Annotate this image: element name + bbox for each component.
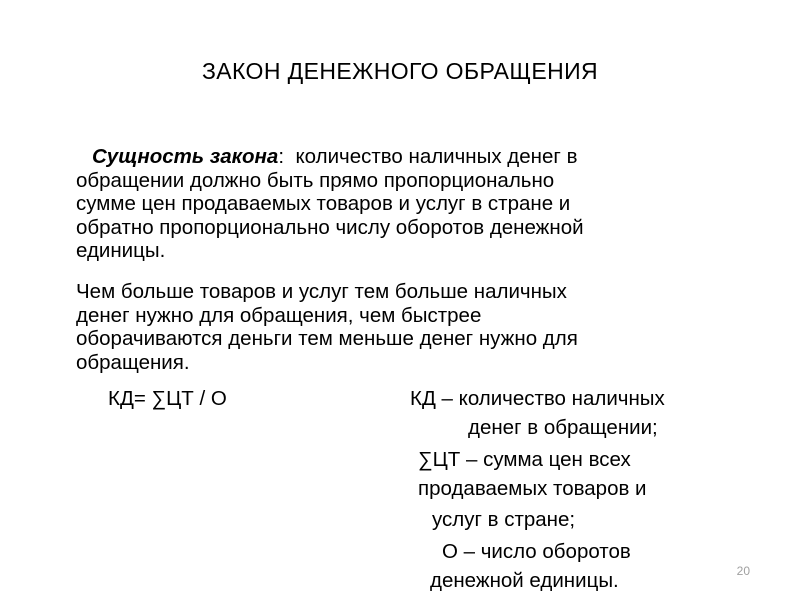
slide-title: ЗАКОН ДЕНЕЖНОГО ОБРАЩЕНИЯ xyxy=(201,58,599,84)
lead-colon: : xyxy=(278,145,285,168)
paragraph-line: Чем больше товаров и услуг тем больше наличных xyxy=(76,280,567,303)
paragraph-line: сумме цен продаваемых товаров и услуг в стране и xyxy=(76,192,571,215)
legend-line: услуг в стране; xyxy=(432,508,576,531)
legend-line: ∑ЦТ – сумма цен всех xyxy=(418,448,631,471)
paragraph-line: обращения. xyxy=(76,350,190,374)
paragraph-law-essence xyxy=(76,145,584,263)
paragraph-line: денег нужно для обращения, чем быстрее xyxy=(76,303,482,327)
paragraph-explanation xyxy=(76,280,578,374)
paragraph-line: обращении должно быть прямо пропорционально xyxy=(76,168,555,192)
page-number: 20 xyxy=(736,564,750,578)
paragraph-line-text: количество наличных денег в xyxy=(295,145,578,168)
paragraph-line: единицы. xyxy=(76,239,166,262)
paragraph-line: обратно пропорционально числу оборотов денежной xyxy=(76,215,584,239)
legend-line: денежной единицы. xyxy=(430,569,619,592)
paragraph-line xyxy=(76,145,584,169)
legend-line: денег в обращении; xyxy=(468,416,658,439)
legend-line: продаваемых товаров и xyxy=(418,477,647,500)
legend-line: О – число оборотов xyxy=(442,540,631,563)
legend-line: КД – количество наличных xyxy=(410,387,665,410)
formula: КД= ∑ЦТ / О xyxy=(108,387,227,410)
lead-term: Сущность закона xyxy=(92,145,279,168)
paragraph-line: оборачиваются деньги тем меньше денег нужно для xyxy=(76,327,578,350)
